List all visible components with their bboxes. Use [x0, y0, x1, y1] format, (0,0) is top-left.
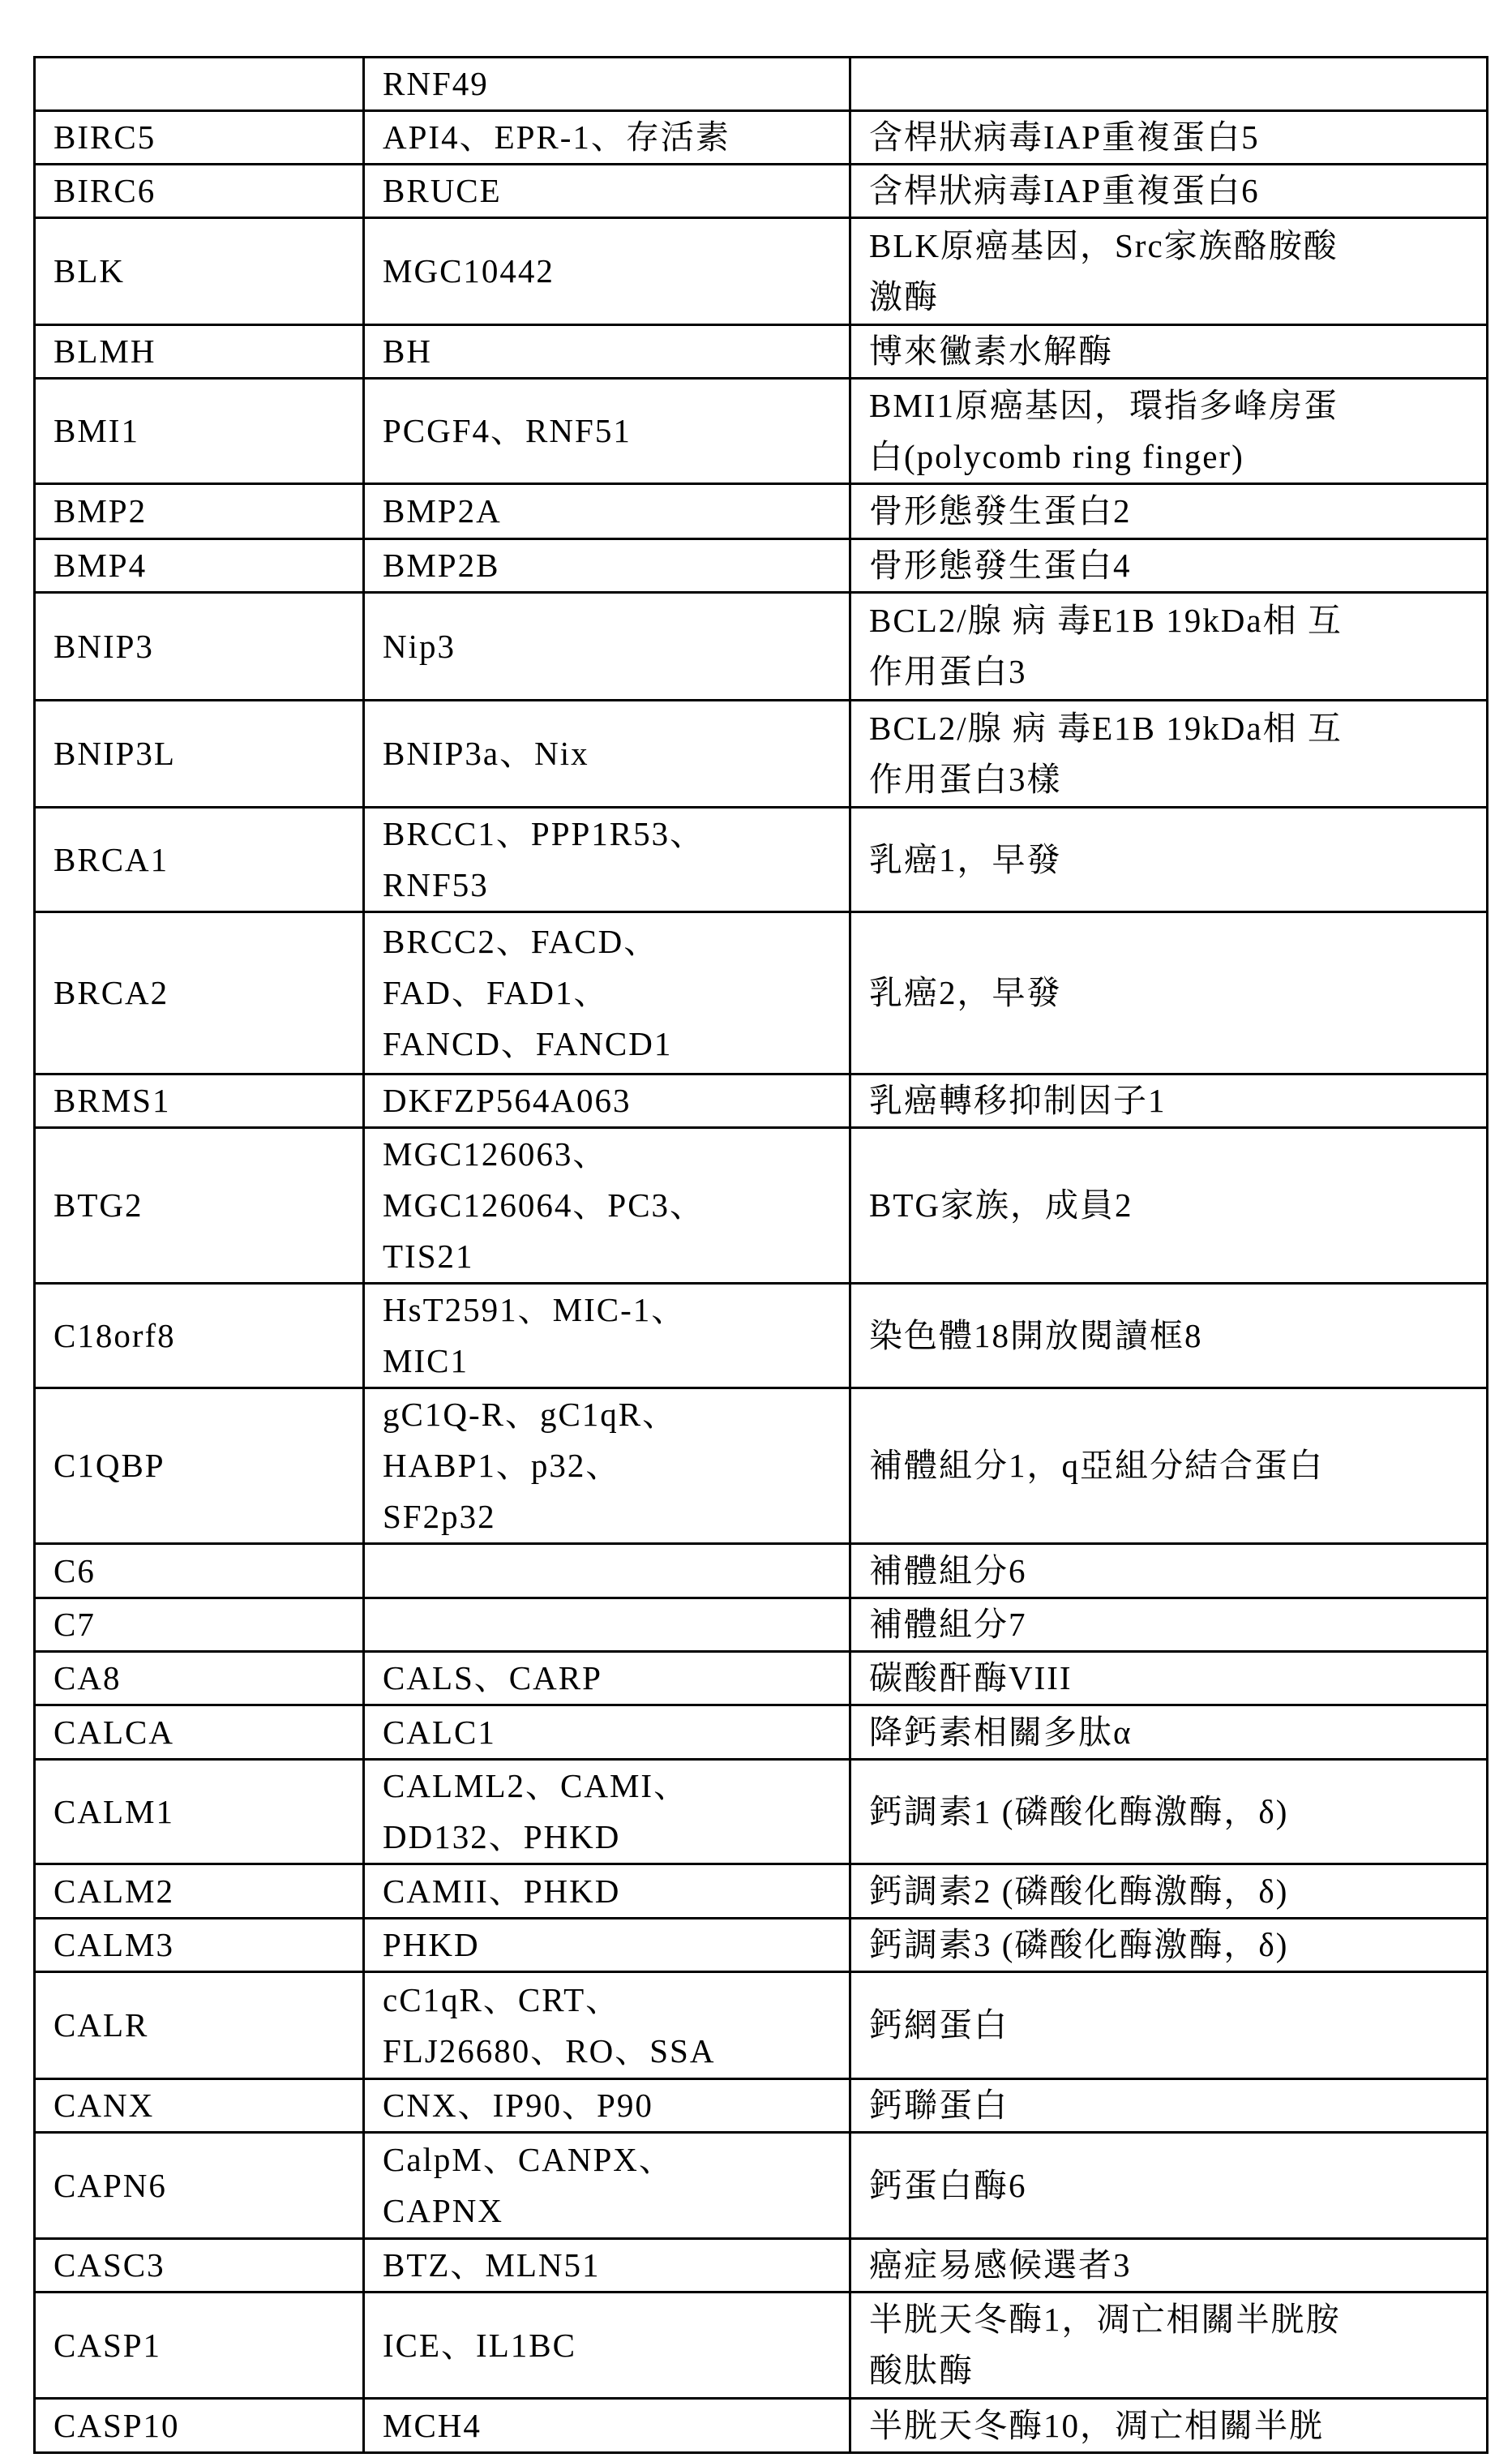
gene-aliases-cell: BMP2B: [364, 539, 850, 593]
table-row: [35, 2239, 1488, 2293]
gene-aliases-cell: CALML2、CAMI、 DD132、PHKD: [364, 1760, 850, 1864]
gene-symbol-cell: BIRC5: [35, 111, 364, 165]
table-row: [35, 1760, 1488, 1864]
gene-aliases-cell: MCH4: [364, 2399, 850, 2453]
gene-symbol-cell: CALR: [35, 1972, 364, 2079]
gene-aliases-cell: RNF49: [364, 58, 850, 111]
gene-symbol-cell: CASP10: [35, 2399, 364, 2453]
table-row: [35, 1284, 1488, 1388]
gene-aliases-cell: CAMII、PHKD: [364, 1864, 850, 1919]
gene-aliases-cell: BNIP3a、Nix: [364, 701, 850, 808]
gene-description-cell: 鈣聯蛋白: [850, 2079, 1488, 2133]
table-row: [35, 1864, 1488, 1919]
gene-aliases-cell: PHKD: [364, 1919, 850, 1972]
gene-symbol-cell: BMP4: [35, 539, 364, 593]
gene-symbol-cell: C7: [35, 1598, 364, 1652]
gene-table: [33, 56, 1488, 2454]
table-row: [35, 1705, 1488, 1760]
gene-symbol-cell: BLMH: [35, 325, 364, 379]
gene-aliases-cell: BRCC1、PPP1R53、 RNF53: [364, 808, 850, 912]
gene-description-cell: 降鈣素相關多肽α: [850, 1705, 1488, 1760]
table-row: [35, 539, 1488, 593]
gene-symbol-cell: BIRC6: [35, 165, 364, 218]
table-row: [35, 1128, 1488, 1284]
gene-aliases-cell: BRUCE: [364, 165, 850, 218]
table-row: [35, 58, 1488, 111]
gene-description-cell: BLK原癌基因，Src家族酪胺酸 激酶: [850, 218, 1488, 325]
gene-aliases-cell: HsT2591、MIC-1、 MIC1: [364, 1284, 850, 1388]
gene-symbol-cell: CASP1: [35, 2293, 364, 2399]
gene-description-cell: 染色體18開放閱讀框8: [850, 1284, 1488, 1388]
gene-aliases-cell: DKFZP564A063: [364, 1074, 850, 1128]
gene-symbol-cell: BRCA2: [35, 912, 364, 1074]
gene-symbol-cell: BMP2: [35, 484, 364, 539]
table-row: [35, 1598, 1488, 1652]
gene-description-cell: 骨形態發生蛋白2: [850, 484, 1488, 539]
gene-description-cell: 鈣網蛋白: [850, 1972, 1488, 2079]
gene-description-cell: BCL2/腺 病 毒E1B 19kDa相 互 作用蛋白3樣: [850, 701, 1488, 808]
table-row: [35, 325, 1488, 379]
gene-symbol-cell: CALM3: [35, 1919, 364, 1972]
gene-description-cell: 骨形態發生蛋白4: [850, 539, 1488, 593]
gene-aliases-cell: CalpM、CANPX、 CAPNX: [364, 2133, 850, 2239]
gene-description-cell: BCL2/腺 病 毒E1B 19kDa相 互 作用蛋白3: [850, 593, 1488, 701]
gene-description-cell: 補體組分6: [850, 1544, 1488, 1598]
gene-symbol-cell: [35, 58, 364, 111]
gene-aliases-cell: Nip3: [364, 593, 850, 701]
table-row: [35, 808, 1488, 912]
gene-symbol-cell: CANX: [35, 2079, 364, 2133]
gene-description-cell: 含桿狀病毒IAP重複蛋白5: [850, 111, 1488, 165]
gene-aliases-cell: cC1qR、CRT、 FLJ26680、RO、SSA: [364, 1972, 850, 2079]
gene-description-cell: 補體組分1，q亞組分結合蛋白: [850, 1388, 1488, 1544]
gene-symbol-cell: CA8: [35, 1652, 364, 1705]
gene-aliases-cell: gC1Q-R、gC1qR、 HABP1、p32、 SF2p32: [364, 1388, 850, 1544]
gene-symbol-cell: BNIP3L: [35, 701, 364, 808]
gene-description-cell: BMI1原癌基因，環指多峰房蛋 白(polycomb ring finger): [850, 379, 1488, 484]
table-row: [35, 218, 1488, 325]
gene-symbol-cell: C1QBP: [35, 1388, 364, 1544]
gene-description-cell: 鈣調素3 (磷酸化酶激酶，δ): [850, 1919, 1488, 1972]
gene-description-cell: 半胱天冬酶1，凋亡相關半胱胺 酸肽酶: [850, 2293, 1488, 2399]
gene-description-cell: 鈣蛋白酶6: [850, 2133, 1488, 2239]
gene-table-body: [35, 58, 1488, 2453]
table-row: [35, 379, 1488, 484]
table-row: [35, 2399, 1488, 2453]
gene-symbol-cell: BMI1: [35, 379, 364, 484]
table-row: [35, 2133, 1488, 2239]
gene-description-cell: 乳癌2，早發: [850, 912, 1488, 1074]
gene-description-cell: 半胱天冬酶10，凋亡相關半胱: [850, 2399, 1488, 2453]
table-row: [35, 593, 1488, 701]
gene-aliases-cell: [364, 1544, 850, 1598]
gene-description-cell: BTG家族，成員2: [850, 1128, 1488, 1284]
gene-description-cell: 含桿狀病毒IAP重複蛋白6: [850, 165, 1488, 218]
table-row: [35, 1919, 1488, 1972]
table-row: [35, 912, 1488, 1074]
gene-aliases-cell: BRCC2、FACD、 FAD、FAD1、 FANCD、FANCD1: [364, 912, 850, 1074]
gene-aliases-cell: API4、EPR-1、存活素: [364, 111, 850, 165]
gene-symbol-cell: CAPN6: [35, 2133, 364, 2239]
gene-symbol-cell: CALM2: [35, 1864, 364, 1919]
table-row: [35, 1388, 1488, 1544]
gene-symbol-cell: C18orf8: [35, 1284, 364, 1388]
table-row: [35, 2079, 1488, 2133]
table-row: [35, 165, 1488, 218]
gene-aliases-cell: CALC1: [364, 1705, 850, 1760]
gene-aliases-cell: MGC126063、 MGC126064、PC3、 TIS21: [364, 1128, 850, 1284]
gene-description-cell: 碳酸酐酶VIII: [850, 1652, 1488, 1705]
gene-aliases-cell: BH: [364, 325, 850, 379]
table-row: [35, 111, 1488, 165]
table-row: [35, 1074, 1488, 1128]
gene-aliases-cell: BMP2A: [364, 484, 850, 539]
gene-description-cell: 鈣調素2 (磷酸化酶激酶，δ): [850, 1864, 1488, 1919]
gene-symbol-cell: BRMS1: [35, 1074, 364, 1128]
gene-description-cell: 補體組分7: [850, 1598, 1488, 1652]
gene-description-cell: 乳癌1，早發: [850, 808, 1488, 912]
gene-aliases-cell: PCGF4、RNF51: [364, 379, 850, 484]
gene-description-cell: 癌症易感候選者3: [850, 2239, 1488, 2293]
table-row: [35, 2293, 1488, 2399]
gene-description-cell: 博來黴素水解酶: [850, 325, 1488, 379]
table-row: [35, 701, 1488, 808]
gene-aliases-cell: MGC10442: [364, 218, 850, 325]
table-row: [35, 1972, 1488, 2079]
gene-description-cell: [850, 58, 1488, 111]
gene-symbol-cell: C6: [35, 1544, 364, 1598]
table-row: [35, 484, 1488, 539]
gene-aliases-cell: BTZ、MLN51: [364, 2239, 850, 2293]
gene-symbol-cell: BTG2: [35, 1128, 364, 1284]
gene-symbol-cell: CALM1: [35, 1760, 364, 1864]
gene-aliases-cell: CNX、IP90、P90: [364, 2079, 850, 2133]
gene-description-cell: 乳癌轉移抑制因子1: [850, 1074, 1488, 1128]
gene-aliases-cell: CALS、CARP: [364, 1652, 850, 1705]
gene-symbol-cell: BLK: [35, 218, 364, 325]
gene-aliases-cell: [364, 1598, 850, 1652]
gene-aliases-cell: ICE、IL1BC: [364, 2293, 850, 2399]
table-row: [35, 1652, 1488, 1705]
gene-description-cell: 鈣調素1 (磷酸化酶激酶，δ): [850, 1760, 1488, 1864]
gene-symbol-cell: BNIP3: [35, 593, 364, 701]
gene-symbol-cell: CASC3: [35, 2239, 364, 2293]
gene-symbol-cell: BRCA1: [35, 808, 364, 912]
table-row: [35, 1544, 1488, 1598]
gene-symbol-cell: CALCA: [35, 1705, 364, 1760]
